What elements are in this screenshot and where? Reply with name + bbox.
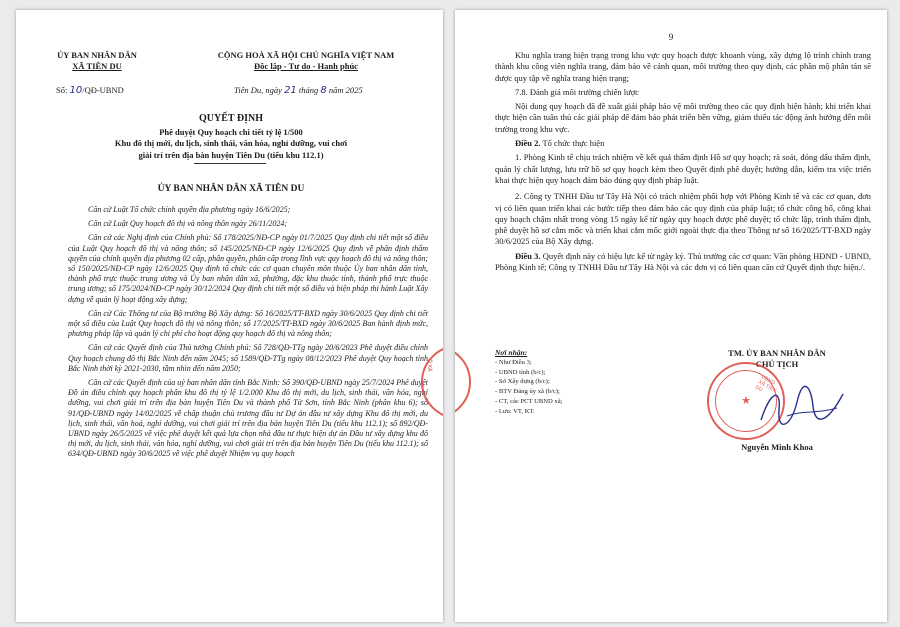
document-page-right [455, 10, 887, 622]
paragraph-environment: Nội dung quy hoạch đã đề xuất giải pháp bảo vệ môi trường theo các quy định hiện hành; khi triển khai thực hiện cần tuân thủ các giải pháp để đảm bảo phát triển bền vững, giảm thiểu tác động ảnh hưởng đến môi trường trong khu vực. [495, 101, 871, 134]
document-number: Số: 10/QĐ-UBND [56, 85, 124, 96]
legal-basis-paragraph: Căn cứ các Nghị định của Chính phủ: Số 178/2025/NĐ-CP ngày 01/7/2025 Quy định chi tiết một số điều của Luật Quy hoạch đô thị và nông thôn; số 145/2025/NĐ-CP ngày 12/6/2025 Quy định về phân định thẩm quyền của chính quyền địa phương 02 cấp, phân quyền, phân cấp trong lĩnh vực quy hoạch đô thị và nông thôn; số 150/2025/NĐ-CP ngày 12/6/2025 Quy định tổ chức các cơ quan chuyên môn thuộc Ủy ban nhân dân tỉnh, thành phố trực thuộc trung ương và Ủy ban nhân dân xã, phường, đặc khu thuộc tỉnh, thành phố trực thuộc trung ương; số 175/2024/NĐ-CP ngày 30/12/2024 Quy định chi tiết một số điều và biện pháp thi hành Luật Xây dựng về quản lý hoạt động xây dựng; [68, 233, 428, 304]
legal-basis-paragraph: Căn cứ Các Thông tư của Bộ trưởng Bộ Xây dựng: Số 16/2025/TT-BXD ngày 30/6/2025 Quy định chi tiết một số điều của Luật Quy hoạch đô thị và nông thôn; số 17/2025/TT-BXD ngày 30/6/2025 Ban hành định mức, phương pháp lập và quản lý chi phí cho hoạt động quy hoạch đô thị và nông thôn; [68, 308, 428, 339]
recipient-item: - UBND tỉnh (b/c); [495, 368, 546, 376]
legal-basis-paragraph: Căn cứ các Quyết định của Thủ tướng Chính phủ: Số 728/QĐ-TTg ngày 20/6/2023 Phê duyệt điều chỉnh Quy hoạch chung đô thị Bắc Ninh đến năm 2045; số 1589/QĐ-TTg ngày 08/12/2023 Phê duyệt Quy hoạch tỉnh Bắc Ninh thời kỳ 2021-2030, tầm nhìn đến năm 2050; [68, 343, 428, 373]
partial-seal-left-page [421, 345, 443, 419]
recipients-block [495, 348, 645, 416]
recipient-item: - Sở Xây dựng (b/c); [495, 378, 550, 386]
org-header [42, 50, 152, 73]
signature-icon [757, 380, 847, 432]
signature-position: CHỦ TỊCH [755, 359, 799, 370]
recipient-item: - BTV Đảng ủy xã (b/c); [495, 388, 560, 396]
article-2-paragraph-2: 2. Công ty TNHH Đầu tư Tây Hà Nội có trách nhiệm phối hợp với Phòng Kinh tế và các cơ quan, đơn vị có liên quan triển khai các bước tiếp theo đảm bảo các quy định của pháp luật; tổ chức công bố, công khai quy hoạch chậm nhất trong vòng 15 ngày kể từ ngày quy hoạch được phê duyệt; tổ chức lập, trình thẩm định, phê duyệt hồ sơ cắm mốc và triển khai cắm mốc giới ngoài thực địa theo Thông tư số 16/2025/TT-BXD ngày 30/6/2025 của Bộ Xây dựng. [495, 191, 871, 247]
legal-basis-paragraph: Căn cứ Luật Quy hoạch đô thị và nông thôn ngày 26/11/2024; [88, 219, 288, 229]
official-seal-icon: ★ UBND XÃ TIÊN DU [707, 362, 785, 440]
handwritten-day: 21 [284, 85, 297, 96]
org-name-line2: XÃ TIÊN DU [72, 61, 122, 72]
org-name-line1: ỦY BAN NHÂN DÂN [57, 50, 137, 60]
recipient-item: - Như Điều 3; [495, 359, 532, 366]
partial-seal-right-page [455, 345, 471, 419]
signature-org: TM. ỦY BAN NHÂN DÂN [728, 348, 826, 358]
seal-text: UBND XÃ TIÊN DU [754, 374, 778, 395]
issuing-authority: ỦY BAN NHÂN DÂN XÃ TIÊN DU [157, 184, 305, 194]
recipients-title: Nơi nhận: [495, 348, 528, 357]
paragraph-cemetery: Khu nghĩa trang hiện trạng trong khu vực quy hoạch được khoanh vùng, xây dựng lộ trình chỉnh trang thành khu công viên nghĩa trang, đảm bảo về cảnh quan, môi trường theo quy định, các phần mộ phân tán sẽ được quy tập về nghĩa trang hiện trạng; [495, 50, 871, 83]
country-motto: Độc lập - Tự do - Hạnh phúc [254, 61, 358, 72]
legal-basis [68, 205, 428, 460]
page-number: 9 [668, 32, 674, 42]
title-divider [194, 163, 266, 164]
handwritten-month: 8 [320, 85, 327, 96]
legal-basis-paragraph: Căn cứ các Quyết định của uỷ ban nhân dân tỉnh Bắc Ninh: Số 390/QĐ-UBND ngày 25/7/2024 Phê duyệt Đồ án điều chỉnh quy hoạch phân khu đô thị tỷ lệ 1/2.000 Khu đô thị mới, du lịch, sinh thái, văn hóa, nghỉ dưỡng, vui chơi giải trí trên địa bàn huyện Tiên Du và thành phố Từ Sơn, tỉnh Bắc Ninh (phân khu 6); số 91/QĐ-UBND ngày 14/02/2025 về chấp thuận chủ trương đầu tư Dự án đầu tư xây dựng Khu đô thị mới, du lịch, sinh thái, văn hoá, nghỉ dưỡng, vui chơi giải trí trên địa bàn huyện Tiên Du (tiểu khu 112.1); số 892/QĐ-UBND ngày 26/5/2025 về việc phê duyệt kết quả lựa chọn nhà đầu tư thực hiện dự án Đầu tư xây dựng khu đô thị mới, du lịch, sinh thái, văn hóa, nghỉ dưỡng, vui chơi giải trí trên địa bàn huyện Tiên Du (tiểu khu 112.1); số 634/QĐ-UBND ngày 30/6/2025 về việc phê duyệt Nhiệm vụ quy hoạch [68, 378, 428, 459]
document-date: Tiên Du, ngày 21 tháng 8 năm 2025 [234, 85, 363, 96]
country-header [186, 50, 426, 73]
article-2-paragraph-1: 1. Phòng Kinh tế chịu trách nhiệm về kết quả thẩm định Hồ sơ quy hoạch; rà soát, đóng dấu thẩm định, quản lý chất lượng, lưu trữ hồ sơ quy hoạch kèm theo Quyết định phê duyệt; hướng dẫn, kiểm tra việc triển khai thực hiện quy hoạch đảm bảo đúng quy định pháp luật. [495, 152, 871, 185]
article-body [495, 50, 871, 273]
partial-seal-text: Ô XÃ [426, 359, 432, 372]
handwritten-number: 10 [69, 85, 83, 96]
article-2-heading: Điều 2. Tổ chức thực hiện [515, 138, 605, 149]
signer-name: Nguyễn Minh Khoa [741, 442, 813, 452]
legal-basis-paragraph: Căn cứ Luật Tổ chức chính quyền địa phương ngày 16/6/2025; [88, 205, 291, 214]
recipient-item: - CT, các PCT UBND xã; [495, 397, 563, 405]
document-page-left [16, 10, 443, 622]
recipient-item: - Lưu: VT, KT. [495, 407, 535, 415]
section-heading: 7.8. Đánh giá môi trường chiến lược [515, 86, 639, 97]
doc-type-title: QUYẾT ĐỊNH [199, 113, 263, 124]
doc-subject: Phê duyệt Quy hoạch chi tiết tỷ lệ 1/500 Khu đô thị mới, du lịch, sinh thái, văn hóa, nghỉ dưỡng, vui chơi giải trí trên địa bàn huyện Tiên Du (tiểu khu 112.1) [114, 127, 348, 160]
article-3-paragraph: Điều 3. Quyết định này có hiệu lực kể từ ngày ký. Thủ trưởng các cơ quan: Văn phòng HĐND - UBND, Phòng Kinh tế; Công ty TNHH Đầu tư Tây Hà Nội và các đơn vị có liên quan căn cứ Quyết định thực hiện./. [495, 250, 871, 273]
signature-title [687, 348, 867, 371]
country-name: CỘNG HOÀ XÃ HỘI CHỦ NGHĨA VIỆT NAM [217, 50, 395, 60]
